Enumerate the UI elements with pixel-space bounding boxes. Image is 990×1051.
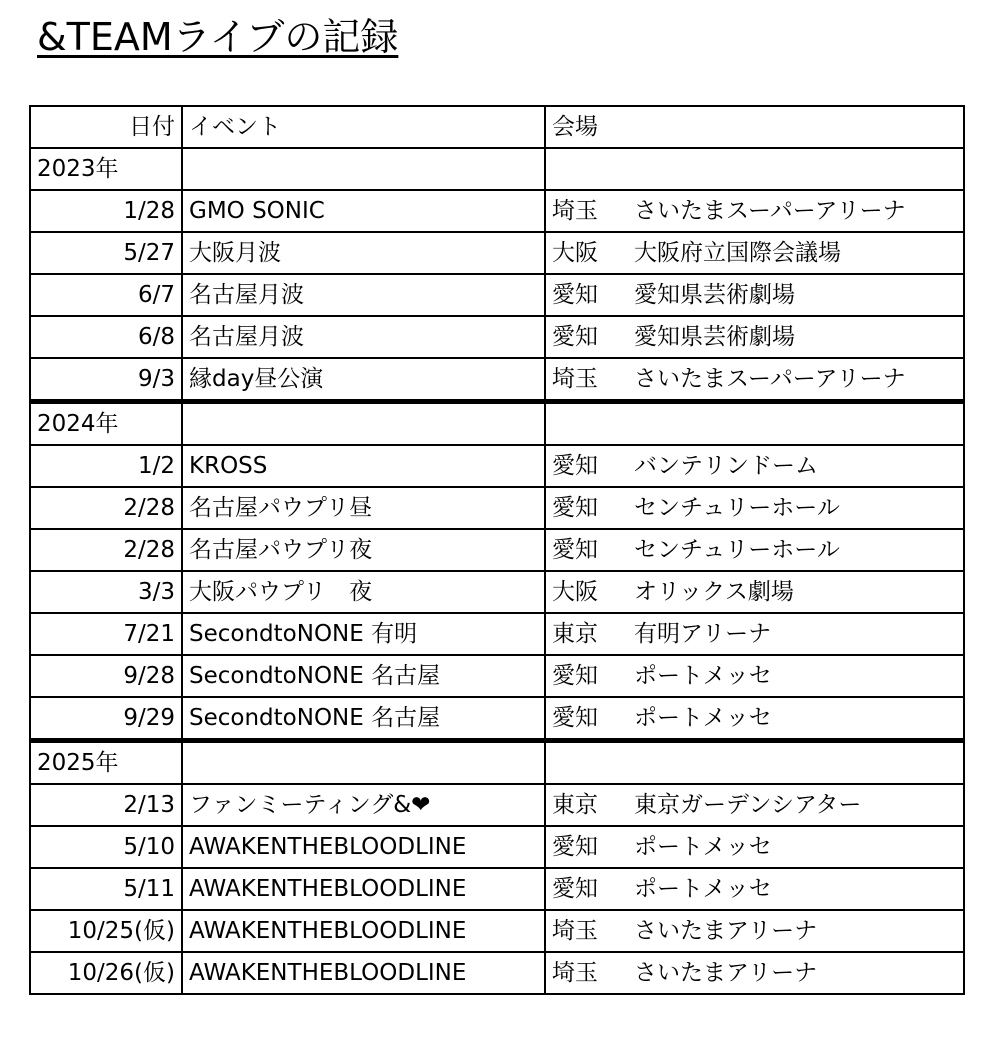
row-event: ファンミーティング&❤ [182, 784, 545, 826]
table-row [30, 826, 964, 868]
row-prefecture: 愛知 [552, 537, 598, 563]
row-venue-cell [545, 868, 964, 910]
row-venue: ポートメッセ [634, 663, 772, 689]
row-venue: 東京ガーデンシアター [634, 792, 862, 818]
row-event: AWAKENTHEBLOODLINE [182, 826, 545, 868]
row-venue-cell [545, 697, 964, 741]
year-row [30, 741, 964, 785]
row-event: 名古屋月波 [182, 316, 545, 358]
table-row [30, 868, 964, 910]
row-venue-cell [545, 487, 964, 529]
year-row [30, 148, 964, 190]
table-body [30, 106, 964, 994]
row-event: 縁day昼公演 [182, 358, 545, 402]
row-venue: さいたまスーパーアリーナ [634, 366, 906, 392]
row-venue: 愛知県芸術劇場 [634, 282, 795, 308]
row-venue-cell [545, 910, 964, 952]
row-venue: オリックス劇場 [634, 579, 794, 605]
table-row [30, 190, 964, 232]
row-prefecture: 愛知 [552, 663, 598, 689]
row-venue-cell [545, 190, 964, 232]
row-event: SecondtoNONE 有明 [182, 613, 545, 655]
row-date: 2/13 [30, 784, 182, 826]
row-date: 5/27 [30, 232, 182, 274]
row-venue-cell [545, 529, 964, 571]
row-date: 10/25(仮) [30, 910, 182, 952]
row-venue: 愛知県芸術劇場 [634, 324, 795, 350]
row-venue-cell [545, 655, 964, 697]
page-title: &TEAMライブの記録 [37, 15, 399, 59]
empty-cell [545, 741, 964, 785]
table-row [30, 697, 964, 741]
row-date: 3/3 [30, 571, 182, 613]
row-venue: ポートメッセ [634, 876, 772, 902]
table-row [30, 445, 964, 487]
row-venue: ポートメッセ [634, 834, 772, 860]
table-row [30, 952, 964, 994]
table-row [30, 910, 964, 952]
empty-cell [182, 741, 545, 785]
row-date: 9/29 [30, 697, 182, 741]
header-date: 日付 [30, 106, 182, 148]
row-date: 6/7 [30, 274, 182, 316]
row-date: 5/11 [30, 868, 182, 910]
empty-cell [545, 402, 964, 446]
header-event: イベント [182, 106, 545, 148]
row-event: 名古屋パウプリ昼 [182, 487, 545, 529]
table-row [30, 571, 964, 613]
row-date: 5/10 [30, 826, 182, 868]
row-event: SecondtoNONE 名古屋 [182, 697, 545, 741]
row-venue-cell [545, 274, 964, 316]
row-prefecture: 愛知 [552, 705, 598, 731]
row-venue-cell [545, 952, 964, 994]
row-date: 9/28 [30, 655, 182, 697]
table-row [30, 358, 964, 402]
row-venue: さいたまアリーナ [634, 960, 818, 986]
row-venue-cell [545, 784, 964, 826]
row-event: KROSS [182, 445, 545, 487]
row-prefecture: 埼玉 [552, 960, 598, 986]
row-venue-cell [545, 232, 964, 274]
row-venue: さいたまスーパーアリーナ [634, 198, 906, 224]
row-date: 2/28 [30, 529, 182, 571]
row-date: 1/2 [30, 445, 182, 487]
row-prefecture: 愛知 [552, 282, 598, 308]
table-row [30, 784, 964, 826]
row-date: 6/8 [30, 316, 182, 358]
row-event: AWAKENTHEBLOODLINE [182, 952, 545, 994]
row-date: 2/28 [30, 487, 182, 529]
row-prefecture: 東京 [552, 621, 598, 647]
row-event: GMO SONIC [182, 190, 545, 232]
row-prefecture: 愛知 [552, 453, 598, 479]
row-venue-cell [545, 316, 964, 358]
table-row [30, 655, 964, 697]
row-venue-cell [545, 571, 964, 613]
row-venue: センチュリーホール [634, 537, 840, 563]
row-prefecture: 大阪 [552, 240, 598, 266]
row-prefecture: 愛知 [552, 495, 598, 521]
empty-cell [182, 148, 545, 190]
row-venue-cell [545, 445, 964, 487]
row-date: 7/21 [30, 613, 182, 655]
row-event: 名古屋パウプリ夜 [182, 529, 545, 571]
row-venue: センチュリーホール [634, 495, 840, 521]
row-prefecture: 埼玉 [552, 198, 598, 224]
row-event: 名古屋月波 [182, 274, 545, 316]
row-event: AWAKENTHEBLOODLINE [182, 910, 545, 952]
row-venue-cell [545, 613, 964, 655]
row-prefecture: 埼玉 [552, 366, 598, 392]
empty-cell [182, 402, 545, 446]
row-venue-cell [545, 826, 964, 868]
row-venue: 大阪府立国際会議場 [634, 240, 841, 266]
year-label: 2024年 [30, 402, 182, 446]
live-record-table [29, 105, 965, 995]
year-row [30, 402, 964, 446]
row-prefecture: 大阪 [552, 579, 598, 605]
row-venue: ポートメッセ [634, 705, 772, 731]
table-row [30, 316, 964, 358]
header-row [30, 106, 964, 148]
row-event: 大阪パウプリ 夜 [182, 571, 545, 613]
row-date: 9/3 [30, 358, 182, 402]
row-prefecture: 埼玉 [552, 918, 598, 944]
row-event: 大阪月波 [182, 232, 545, 274]
row-venue-cell [545, 358, 964, 402]
row-prefecture: 愛知 [552, 834, 598, 860]
row-prefecture: 愛知 [552, 876, 598, 902]
year-label: 2025年 [30, 741, 182, 785]
empty-cell [545, 148, 964, 190]
row-prefecture: 愛知 [552, 324, 598, 350]
table-row [30, 274, 964, 316]
row-prefecture: 東京 [552, 792, 598, 818]
year-label: 2023年 [30, 148, 182, 190]
table-row [30, 487, 964, 529]
row-venue: さいたまアリーナ [634, 918, 818, 944]
row-venue: 有明アリーナ [634, 621, 772, 647]
row-venue: バンテリンドーム [634, 453, 818, 479]
row-event: SecondtoNONE 名古屋 [182, 655, 545, 697]
header-venue: 会場 [545, 106, 964, 148]
table-row [30, 529, 964, 571]
row-date: 1/28 [30, 190, 182, 232]
row-date: 10/26(仮) [30, 952, 182, 994]
table-row [30, 613, 964, 655]
row-event: AWAKENTHEBLOODLINE [182, 868, 545, 910]
table-row [30, 232, 964, 274]
